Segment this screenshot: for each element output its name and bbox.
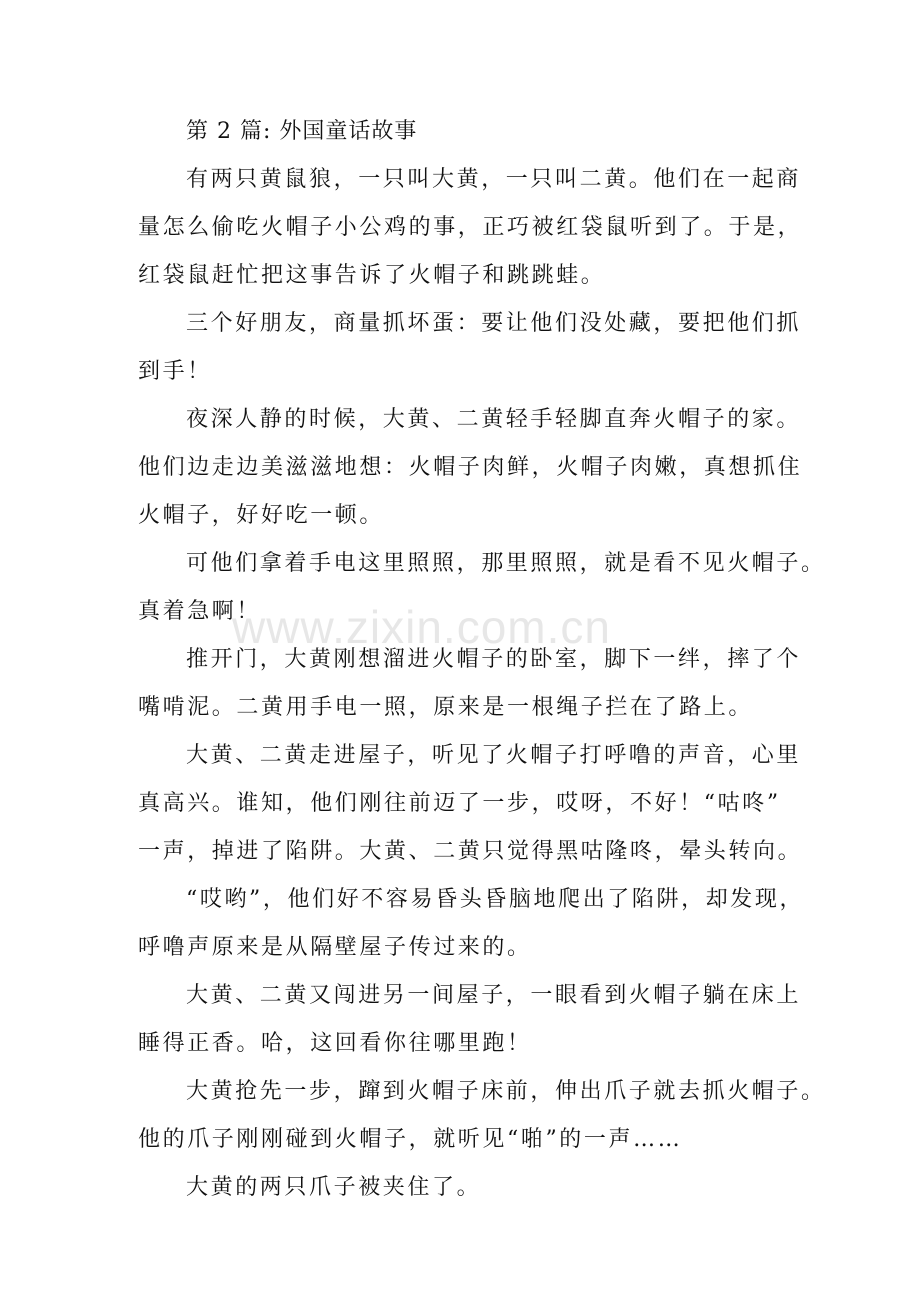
text-line: 推开门，大黄刚想溜进火帽子的卧室，脚下一绊，摔了个: [186, 647, 802, 672]
text-line: 一声，掉进了陷阱。大黄、二黄只觉得黑咕隆咚，晕头转向。: [138, 839, 803, 864]
text-line: 量怎么偷吃火帽子小公鸡的事，正巧被红袋鼠听到了。于是，: [138, 215, 803, 240]
text-line: 嘴啃泥。二黄用手电一照，原来是一根绳子拦在了路上。: [138, 695, 754, 720]
text-line: 呼噜声原来是从隔壁屋子传过来的。: [138, 935, 532, 960]
document-body: [138, 108, 826, 1212]
document-title: 第 2 篇: 外国童话故事: [186, 119, 418, 144]
watermark: www.zixin.com.cn: [232, 601, 611, 653]
text-line: 真高兴。谁知，他们刚往前迈了一步，哎呀，不好！“咕咚”: [138, 791, 781, 816]
text-line: 有两只黄鼠狼，一只叫大黄，一只叫二黄。他们在一起商: [186, 167, 802, 192]
text-line: 三个好朋友，商量抓坏蛋：要让他们没处藏，要把他们抓: [186, 311, 802, 336]
text-line: 到手！: [138, 359, 212, 384]
text-line: 大黄、二黄走进屋子，听见了火帽子打呼噜的声音，心里: [186, 743, 802, 768]
text-line: 他们边走边美滋滋地想：火帽子肉鲜，火帽子肉嫩，真想抓住: [138, 455, 803, 480]
text-line: “哎哟”，他们好不容易昏头昏脑地爬出了陷阱，却发现，: [186, 887, 805, 912]
text-line: 红袋鼠赶忙把这事告诉了火帽子和跳跳蛙。: [138, 263, 606, 288]
text-line: 火帽子，好好吃一顿。: [138, 503, 385, 528]
text-line: 真着急啊！: [138, 599, 262, 624]
text-line: 大黄、二黄又闯进另一间屋子，一眼看到火帽子躺在床上: [186, 983, 802, 1008]
text-line: 夜深人静的时候，大黄、二黄轻手轻脚直奔火帽子的家。: [186, 407, 802, 432]
text-line: 可他们拿着手电这里照照，那里照照，就是看不见火帽子。: [186, 551, 826, 576]
text-line: 他的爪子刚刚碰到火帽子，就听见“啪”的一声……: [138, 1127, 683, 1152]
text-line: 大黄抢先一步，蹿到火帽子床前，伸出爪子就去抓火帽子。: [186, 1079, 826, 1104]
text-line: 大黄的两只爪子被夹住了。: [186, 1175, 482, 1200]
text-line: 睡得正香。哈，这回看你往哪里跑！: [138, 1031, 532, 1056]
